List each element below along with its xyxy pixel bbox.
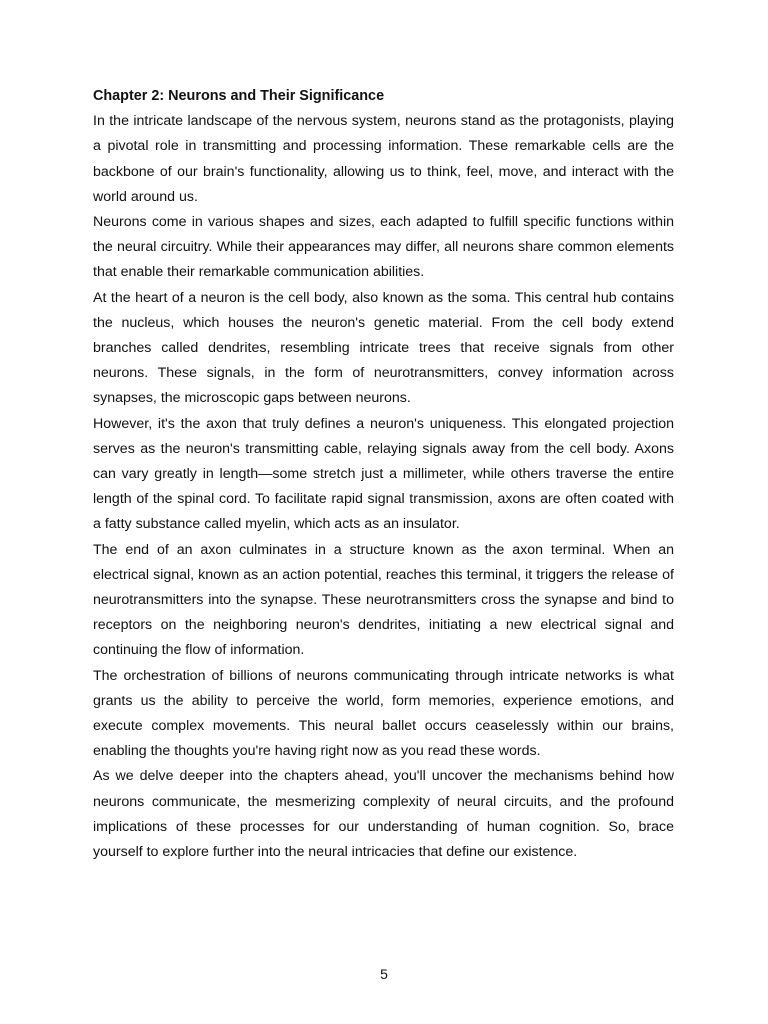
chapter-title: Chapter 2: Neurons and Their Significance xyxy=(93,88,385,104)
paragraph-axon: However, it's the axon that truly defines a neuron's uniqueness. This elongated projection serves as the neuron's transmitting cable, relaying signals away from the cell body. Axons can vary greatly in length—some stretch just a millimeter, while others traverse the entire length of the spinal cord. To facilitate rapid signal transmission, axons are often coated with a fatty substance called myelin, which acts as an insulator. xyxy=(93,415,674,533)
paragraph-conclusion: As we delve deeper into the chapters ahead, you'll uncover the mechanisms behind how neurons communicate, the mesmerizing complexity of neural circuits, and the profound implications of these processes for our understanding of human cognition. So, brace yourself to explore further into the neural intricacies that define our existence. xyxy=(93,768,674,861)
paragraph-axon-terminal: The end of an axon culminates in a structure known as the axon terminal. When an electrical signal, known as an action potential, reaches this terminal, it triggers the release of neurotransmitters into the synapse. These neurotransmitters cross the synapse and bind to receptors on the neighboring neuron's dendrites, initiating a new electrical signal and continuing the flow of information. xyxy=(93,541,674,659)
page-body xyxy=(93,84,674,865)
paragraph-orchestration: The orchestration of billions of neurons communicating through intricate networks is what grants us the ability to perceive the world, form memories, experience emotions, and execute complex movements. This neural ballet occurs ceaselessly within our brains, enabling the thoughts you're having right now as you read these words. xyxy=(93,667,674,760)
page-number: 5 xyxy=(380,966,388,982)
paragraph-cell-body: At the heart of a neuron is the cell body, also known as the soma. This central hub contains the nucleus, which houses the neuron's genetic material. From the cell body extend branches called dendrites, resembling intricate trees that receive signals from other neurons. These signals, in the form of neurotransmitters, convey information across synapses, the microscopic gaps between neurons. xyxy=(93,289,674,407)
paragraph-neuron-shapes: Neurons come in various shapes and sizes, each adapted to fulfill specific functions within the neural circuitry. While their appearances may differ, all neurons share common elements that enable their remarkable communication abilities. xyxy=(93,214,674,281)
paragraph-intro: In the intricate landscape of the nervous system, neurons stand as the protagonists, playing a pivotal role in transmitting and processing information. These remarkable cells are the backbone of our brain's functionality, allowing us to think, feel, move, and interact with the world around us. xyxy=(93,113,674,205)
